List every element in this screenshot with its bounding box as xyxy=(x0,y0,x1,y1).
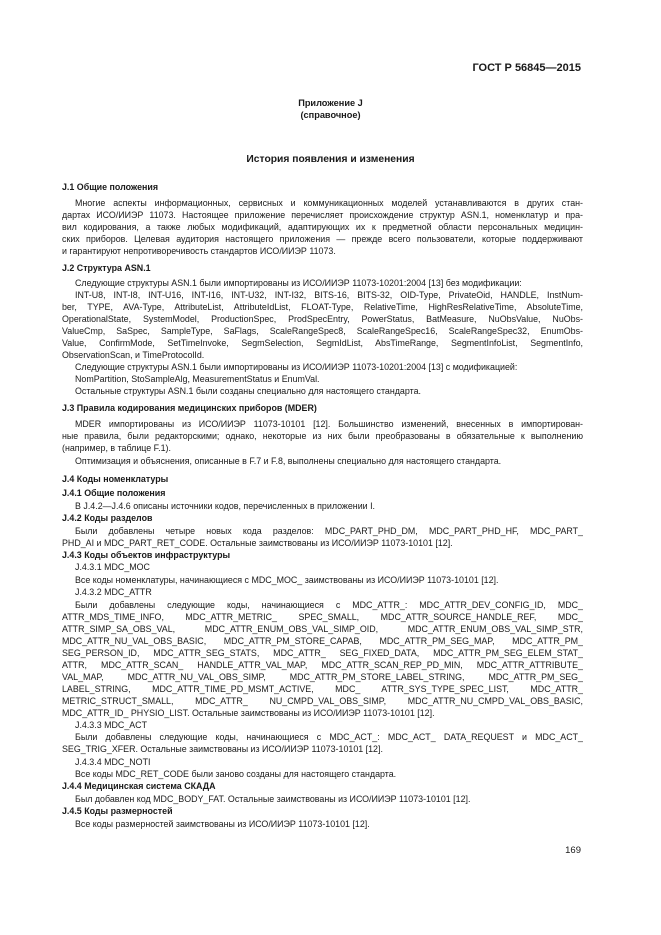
text-line: VAL_MAP, MDC_ATTR_NU_VAL_OBS_SIMP, MDC_ATTR_PM_STORE_LABEL_STRING, MDC_ATTR_PM_SEG_ xyxy=(62,672,583,682)
text-line: J.4.3.4 MDC_NOTI xyxy=(75,757,151,767)
text-line: Были добавлены следующие коды, начинающиеся с MDC_ATTR_: MDC_ATTR_DEV_CONFIG_ID, MDC_ xyxy=(75,600,583,610)
text-line: и гарантируют непротиворечивость стандартов ИСО/ИИЭР 11073. xyxy=(62,246,336,256)
text-line: ObservationScan, и TimeProtocolId. xyxy=(62,350,205,360)
section-title: История появления и изменения xyxy=(246,154,415,165)
section-heading: J.4.5 Коды размерностей xyxy=(62,806,173,816)
text-line: Все коды номенклатуры, начинающиеся с MDC_MOC_ заимствованы из ИСО/ИИЭР 11073-10101 [12]. xyxy=(75,575,499,585)
text-line: INT-U8, INT-I8, INT-U16, INT-I16, INT-U32, INT-I32, BITS-16, BITS-32, OID-Type, PrivateOid, HANDLE, InstNum- xyxy=(75,290,583,300)
text-line: ATTR_SIMP_SA_OBS_VAL, MDC_ATTR_ENUM_OBS_VAL_SIMP_OID, MDC_ATTR_ENUM_OBS_VAL_SIMP_STR, xyxy=(62,624,583,634)
section-heading: J.4.2 Коды разделов xyxy=(62,513,153,523)
text-line: J.4.3.3 MDC_ACT xyxy=(75,720,148,730)
text-line: ные правила, были редакторскими; однако, некоторые из них были преобразованы в обязательные к выполнению xyxy=(62,431,583,441)
text-line: ATTR, MDC_ATTR_SCAN_ HANDLE_ATTR_VAL_MAP, MDC_ATTR_SCAN_REP_PD_MIN, MDC_ATTR_ATTRIBUTE_ xyxy=(62,660,583,670)
section-heading: J.1 Общие положения xyxy=(62,182,159,192)
text-line: ber, TYPE, AVA-Type, AttributeList, AttributeIdList, FLOAT-Type, RelativeTime, HighResRelativeTime, AbsoluteTime, xyxy=(62,302,583,312)
text-line: Оптимизация и объяснения, описанные в F.7 и F.8, выполнены специально для настоящего стандарта. xyxy=(75,456,502,466)
section-heading: J.4.1 Общие положения xyxy=(62,488,166,498)
text-line: ValueCmp, SaSpec, SampleType, SaFlags, ScaleRangeSpec8, ScaleRangeSpec16, ScaleRangeSpec32, EnumObs- xyxy=(62,326,583,336)
text-line: OperationalState, SystemModel, ProductionSpec, ProdSpecEntry, PowerStatus, BatMeasure, NuObsValue, NuObs- xyxy=(62,314,583,324)
text-line: ATTR_MDS_TIME_INFO, MDC_ATTR_METRIC_ SPEC_SMALL, MDC_ATTR_SOURCE_HANDLE_REF, MDC_ xyxy=(62,612,583,622)
text-line: Остальные структуры ASN.1 были созданы специально для настоящего стандарта. xyxy=(75,386,421,396)
section-heading: J.4.4 Медицинская система СКАДА xyxy=(62,781,216,791)
text-line: MDER импортированы из ИСО/ИИЭР 11073-10101 [12]. Большинство изменений, внесенных в импортирован- xyxy=(75,419,583,429)
text-line: LABEL_STRING, MDC_ATTR_TIME_PD_MSMT_ACTIVE, MDC_ ATTR_SYS_TYPE_SPEC_LIST, MDC_ATTR_ xyxy=(62,684,583,694)
text-line: Многие аспекты информационных, сервисных и коммуникационных моделей устанавливаются в других стан- xyxy=(75,198,583,208)
section-heading: J.3 Правила кодирования медицинских приборов (MDER) xyxy=(62,403,317,413)
text-line: Был добавлен код MDC_BODY_FAT. Остальные заимствованы из ИСО/ИИЭР 11073-10101 [12]. xyxy=(75,794,471,804)
text-line: Были добавлены четыре новых кода разделов: MDC_PART_PHD_DM, MDC_PART_PHD_HF, MDC_PART_ xyxy=(75,526,583,536)
section-heading: J.2 Структура ASN.1 xyxy=(62,263,151,273)
section-heading: J.4.3 Коды объектов инфраструктуры xyxy=(62,550,231,560)
text-line: Следующие структуры ASN.1 были импортированы из ИСО/ИИЭР 11073-10201:2004 [13] без модификации: xyxy=(75,278,522,288)
document-header: ГОСТ Р 56845—2015 xyxy=(472,62,581,74)
text-line: ских приборов. Целевая аудитория настоящего приложения — прежде всего пользователи, которые поддерживают xyxy=(62,234,583,244)
text-line: дартах ИСО/ИИЭР 11073. Настоящее приложение перечисляет происхождение структур ASN.1, номенклатур и пра- xyxy=(62,210,583,220)
text-line: В J.4.2—J.4.6 описаны источники кодов, перечисленных в приложении I. xyxy=(75,501,376,511)
text-line: Следующие структуры ASN.1 были импортированы из ИСО/ИИЭР 11073-10201:2004 [13] с модификацией: xyxy=(75,362,518,372)
page-number: 169 xyxy=(565,845,581,856)
text-line: SEG_TRIG_XFER. Остальные заимствованы из ИСО/ИИЭР 11073-10101 [12]. xyxy=(62,744,383,754)
text-line: Все коды MDC_RET_CODE были заново созданы для настоящего стандарта. xyxy=(75,769,397,779)
text-line: (например, в таблице F.1). xyxy=(62,443,171,453)
text-line: MDC_ATTR_NU_VAL_OBS_BASIC, MDC_ATTR_PM_STORE_CAPAB, MDC_ATTR_PM_SEG_MAP, MDC_ATTR_PM_ xyxy=(62,636,583,646)
text-line: J.4.3.2 MDC_ATTR xyxy=(75,587,152,597)
section-heading: J.4 Коды номенклатуры xyxy=(62,474,169,484)
text-line: SEG_PERSON_ID, MDC_ATTR_SEG_STATS, MDC_ATTR_ SEG_FIXED_DATA, MDC_ATTR_PM_SEG_ELEM_STAT_ xyxy=(62,648,583,658)
text-line: NomPartition, StoSampleAlg, MeasurementStatus и EnumVal. xyxy=(75,374,320,384)
appendix-subtitle: (справочное) xyxy=(300,110,361,120)
text-line: Все коды размерностей заимствованы из ИСО/ИИЭР 11073-10101 [12]. xyxy=(75,819,370,829)
text-line: PHD_AI и MDC_PART_RET_CODE. Остальные заимствованы из ИСО/ИИЭР 11073-10101 [12]. xyxy=(62,538,453,548)
text-line: MDC_ATTR_ID_ PHYSIO_LIST. Остальные заимствованы из ИСО/ИИЭР 11073-10101 [12]. xyxy=(62,708,435,718)
text-line: Value, ConfirmMode, SetTimeInvoke, SegmSelection, SegmIdList, AbsTimeRange, SegmentInfoList, SegmentInfo, xyxy=(62,338,583,348)
text-line: J.4.3.1 MDC_MOC xyxy=(75,562,150,572)
appendix-title: Приложение J xyxy=(298,98,363,108)
text-line: METRIC_STRUCT_SMALL, MDC_ATTR_ NU_CMPD_VAL_OBS_SIMP, MDC_ATTR_NU_CMPD_VAL_OBS_BASIC, xyxy=(62,696,583,706)
text-line: вил кодирования, а также любых модификаций, адаптирующих их к предметной области персональных медицин- xyxy=(62,222,583,232)
text-line: Были добавлены следующие коды, начинающиеся с MDC_ACT_: MDC_ACT_ DATA_REQUEST и MDC_ACT_ xyxy=(75,732,583,742)
